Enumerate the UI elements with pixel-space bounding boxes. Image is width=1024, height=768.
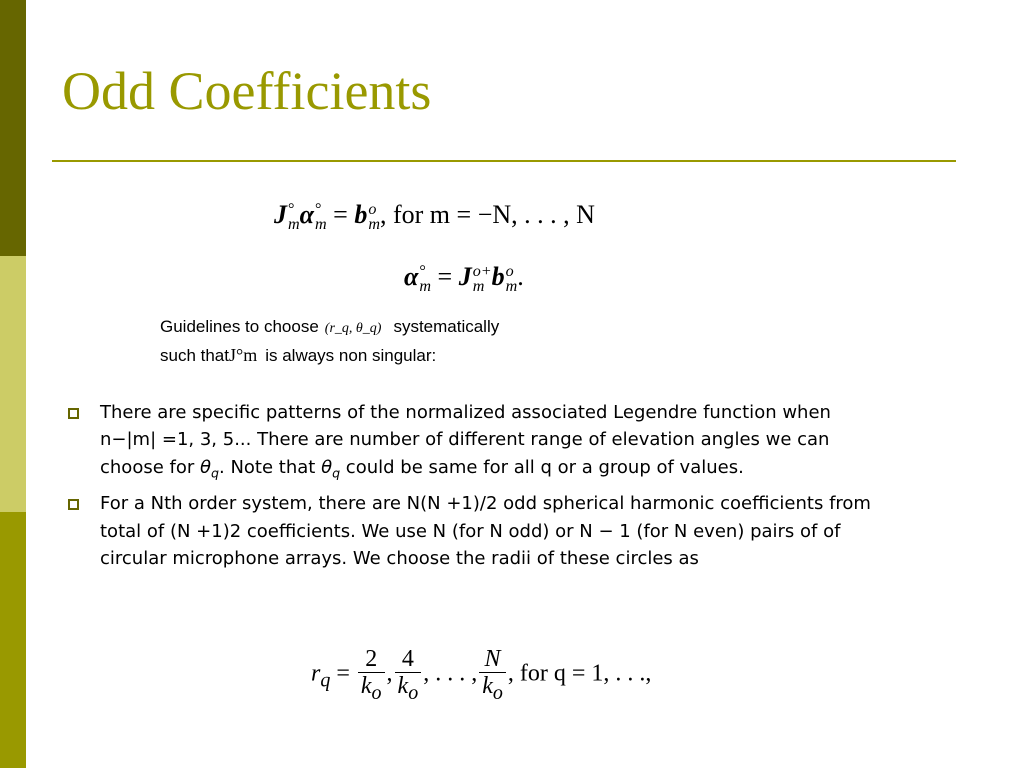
equation-system: J ° m α ° m = b o m , for m = −N, . . . , N [274, 200, 595, 234]
slide-title: Odd Coefficients [62, 61, 432, 121]
sidebar-stripe-bottom [0, 512, 26, 768]
guidelines-note: Guidelines to choose (r_q, θ_q) systematically such thatJ°m is always non singular: [160, 317, 500, 365]
title-divider [52, 160, 956, 162]
list-item: There are specific patterns of the normalized associated Legendre function when n−|m| =1, 3, 5... There are number of different range of elevation angles we can choose for $\theta_q$. Note that $\theta_q$ could be same for all q or a group of values. [64, 399, 884, 486]
list-item: For a Nth order system, there are N(N +1)/2 odd spherical harmonic coefficients from total of (N +1)2 coefficients. We use N (for N odd) or N − 1 (for N even) pairs of of circular microphone arrays. We choose the radii of these circles as [64, 490, 884, 572]
square-bullet-icon [68, 499, 79, 510]
math-jm: J°m [229, 345, 258, 365]
square-bullet-icon [68, 408, 79, 419]
math-rq-thetaq: (r_q, θ_q) [324, 321, 382, 336]
equation-solution: α ° m = J o+ m b o m . [404, 262, 524, 296]
equation-radii: $r_q$ = $\frac{2}{k_o}$ , $\frac{4}{k_o}$ , . . . , $\frac{N}{k_o}$ , for q = 1, . . ., [311, 646, 652, 705]
sidebar-stripe-middle [0, 256, 26, 512]
sidebar-stripe-top [0, 0, 26, 256]
bullet-list [64, 399, 884, 576]
